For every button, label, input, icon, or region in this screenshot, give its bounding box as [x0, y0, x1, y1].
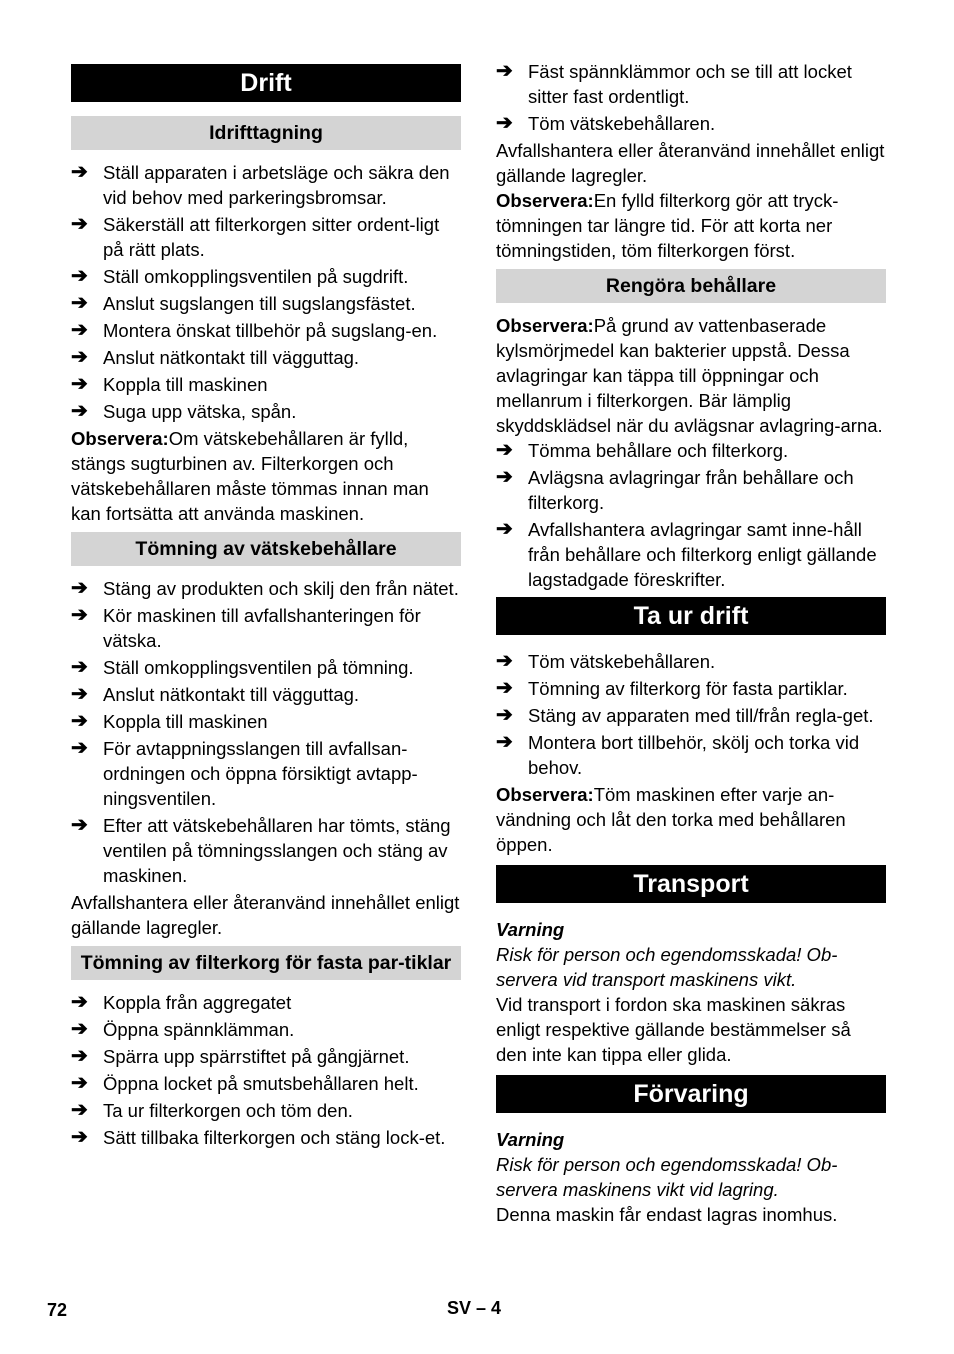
list-item	[71, 160, 461, 210]
list-item	[71, 576, 461, 601]
list-item-text: Ställ omkopplingsventilen på sugdrift.	[103, 266, 409, 287]
language-page-label: SV – 4	[447, 1298, 502, 1318]
list-item-text: Sätt tillbaka filterkorgen och stäng lock-et.	[103, 1127, 446, 1148]
body-paragraph: Vid transport i fordon ska maskinen säkras enligt respektive gällande bestämmelser så den inte kan tippa eller glida.	[496, 994, 851, 1065]
arrow-right-icon: ➔	[71, 1018, 88, 1040]
list-item	[71, 345, 461, 370]
arrow-right-icon: ➔	[71, 213, 88, 235]
list-item	[496, 111, 886, 136]
list-item-text: Efter att vätskebehållaren har tömts, stäng ventilen på tömningsslangen och stäng av maskinen.	[103, 815, 451, 886]
list-item	[71, 990, 461, 1015]
list-item	[71, 399, 461, 424]
list-item-text: Tömning av filterkorg för fasta partiklar.	[528, 678, 848, 699]
arrow-right-icon: ➔	[71, 1126, 88, 1148]
list-ta-ur-drift	[496, 649, 886, 780]
list-item-text: Spärra upp spärrstiftet på gångjärnet.	[103, 1046, 410, 1067]
warning-label: Varning	[496, 919, 565, 940]
list-item	[71, 1125, 461, 1150]
arrow-right-icon: ➔	[496, 439, 513, 461]
subheading-idrifttagning: Idrifttagning	[71, 116, 461, 150]
note-paragraph: Observera:En fylld filterkorg gör att tryck-tömningen tar längre tid. För att korta ner tömningstiden, töm filterkorgen först.	[496, 190, 839, 261]
list-item	[71, 1044, 461, 1069]
list-item	[71, 709, 461, 734]
arrow-right-icon: ➔	[496, 112, 513, 134]
arrow-right-icon: ➔	[71, 319, 88, 341]
warning-text: Risk för person och egendomsskada! Ob-servera maskinens vikt vid lagring.	[496, 1154, 838, 1200]
list-item	[71, 736, 461, 811]
body-paragraph: Denna maskin får endast lagras inomhus.	[496, 1204, 838, 1225]
arrow-right-icon: ➔	[71, 1099, 88, 1121]
list-idrifttagning	[71, 160, 461, 424]
page-number: 72	[47, 1300, 68, 1320]
note-paragraph: Observera:Töm maskinen efter varje an-vändning och låt den torka med behållaren öppen.	[496, 784, 846, 855]
arrow-right-icon: ➔	[71, 400, 88, 422]
list-item-text: För avtappningsslangen till avfallsan-ordningen och öppna försiktigt avtapp-ningsventilen.	[103, 738, 418, 809]
subheading-tomning-vatska: Tömning av vätskebehållare	[71, 532, 461, 566]
arrow-right-icon: ➔	[496, 60, 513, 82]
arrow-right-icon: ➔	[71, 292, 88, 314]
list-item	[496, 438, 886, 463]
list-item-text: Montera önskat tillbehör på sugslang-en.	[103, 320, 438, 341]
list-item	[71, 212, 461, 262]
arrow-right-icon: ➔	[71, 604, 88, 626]
list-item	[71, 264, 461, 289]
arrow-right-icon: ➔	[71, 991, 88, 1013]
arrow-right-icon: ➔	[496, 466, 513, 488]
list-item	[71, 655, 461, 680]
arrow-right-icon: ➔	[71, 346, 88, 368]
warning-text: Risk för person och egendomsskada! Ob-servera vid transport maskinens vikt.	[496, 944, 838, 990]
section-title-forvaring: Förvaring	[496, 1075, 886, 1113]
list-item	[71, 372, 461, 397]
list-item	[71, 1071, 461, 1096]
list-item-text: Stäng av apparaten med till/från regla-get.	[528, 705, 874, 726]
list-item-text: Tömma behållare och filterkorg.	[528, 440, 789, 461]
list-item-text: Öppna spännklämman.	[103, 1019, 295, 1040]
list-item-text: Montera bort tillbehör, skölj och torka vid behov.	[528, 732, 860, 778]
arrow-right-icon: ➔	[71, 1072, 88, 1094]
list-item-text: Fäst spännklämmor och se till att locket sitter fast ordentligt.	[528, 61, 852, 107]
list-item	[71, 1098, 461, 1123]
section-title-ta-ur-drift: Ta ur drift	[496, 597, 886, 635]
body-paragraph: Avfallshantera eller återanvänd innehållet enligt gällande lagregler.	[71, 892, 460, 938]
arrow-right-icon: ➔	[71, 814, 88, 836]
list-item-text: Säkerställ att filterkorgen sitter ordent-ligt på rätt plats.	[103, 214, 440, 260]
list-item-text: Avfallshantera avlagringar samt inne-håll från behållare och filterkorg enligt gällande lagstadgade föreskrifter.	[528, 519, 877, 590]
arrow-right-icon: ➔	[71, 373, 88, 395]
list-item-text: Öppna locket på smutsbehållaren helt.	[103, 1073, 419, 1094]
arrow-right-icon: ➔	[71, 265, 88, 287]
arrow-right-icon: ➔	[71, 656, 88, 678]
list-item	[496, 59, 886, 109]
note-paragraph: Observera:På grund av vattenbaserade kylsmörjmedel kan bakterier uppstå. Dessa avlagringar kan täppa till öppningar och mellanrum i filterkorgen. Bär lämplig skyddsklädsel när du avlägsnar avlagring-arna.	[496, 315, 883, 436]
list-item-text: Ta ur filterkorgen och töm den.	[103, 1100, 353, 1121]
list-item-text: Stäng av produkten och skilj den från nätet.	[103, 578, 459, 599]
arrow-right-icon: ➔	[496, 731, 513, 753]
list-item-text: Anslut nätkontakt till vägguttag.	[103, 347, 360, 368]
arrow-right-icon: ➔	[71, 710, 88, 732]
list-item-text: Töm vätskebehållaren.	[528, 113, 716, 134]
list-item-text: Kör maskinen till avfallshanteringen för vätska.	[103, 605, 421, 651]
list-item	[71, 318, 461, 343]
list-item-text: Koppla till maskinen	[103, 711, 268, 732]
warning-label: Varning	[496, 1129, 565, 1150]
arrow-right-icon: ➔	[496, 650, 513, 672]
list-item	[71, 603, 461, 653]
list-item-text: Avlägsna avlagringar från behållare och filterkorg.	[528, 467, 854, 513]
list-item-text: Anslut nätkontakt till vägguttag.	[103, 684, 360, 705]
list-tomning-filterkorg-cont	[496, 59, 886, 136]
list-tomning-filterkorg	[71, 990, 461, 1150]
list-item	[71, 682, 461, 707]
list-item-text: Suga upp vätska, spån.	[103, 401, 297, 422]
list-item-text: Anslut sugslangen till sugslangsfästet.	[103, 293, 416, 314]
list-item-text: Töm vätskebehållaren.	[528, 651, 716, 672]
subheading-rengora-behallare: Rengöra behållare	[496, 269, 886, 303]
list-item	[496, 465, 886, 515]
list-rengora-behallare	[496, 438, 886, 592]
arrow-right-icon: ➔	[71, 737, 88, 759]
arrow-right-icon: ➔	[71, 577, 88, 599]
list-item	[496, 517, 886, 592]
right-column	[496, 59, 886, 1227]
arrow-right-icon: ➔	[496, 677, 513, 699]
list-item-text: Ställ apparaten i arbetsläge och säkra den vid behov med parkeringsbromsar.	[103, 162, 450, 208]
list-item	[71, 1017, 461, 1042]
body-paragraph: Avfallshantera eller återanvänd innehållet enligt gällande lagregler.	[496, 140, 885, 186]
left-column	[71, 59, 461, 1152]
arrow-right-icon: ➔	[496, 704, 513, 726]
list-item-text: Koppla till maskinen	[103, 374, 268, 395]
arrow-right-icon: ➔	[71, 683, 88, 705]
list-item	[71, 813, 461, 888]
list-item	[496, 703, 886, 728]
section-title-drift: Drift	[71, 64, 461, 102]
subheading-tomning-filterkorg: Tömning av filterkorg för fasta par-tiklar	[71, 946, 461, 980]
list-item	[71, 291, 461, 316]
list-item	[496, 730, 886, 780]
list-item	[496, 649, 886, 674]
section-title-transport: Transport	[496, 865, 886, 903]
list-item-text: Ställ omkopplingsventilen på tömning.	[103, 657, 414, 678]
list-item	[496, 676, 886, 701]
list-tomning-vatska	[71, 576, 461, 888]
arrow-right-icon: ➔	[71, 1045, 88, 1067]
list-item-text: Koppla från aggregatet	[103, 992, 292, 1013]
arrow-right-icon: ➔	[71, 161, 88, 183]
note-paragraph: Observera:Om vätskebehållaren är fylld, stängs sugturbinen av. Filterkorgen och vätskebehållaren måste tömmas innan man kan fortsätta att använda maskinen.	[71, 428, 429, 524]
arrow-right-icon: ➔	[496, 518, 513, 540]
